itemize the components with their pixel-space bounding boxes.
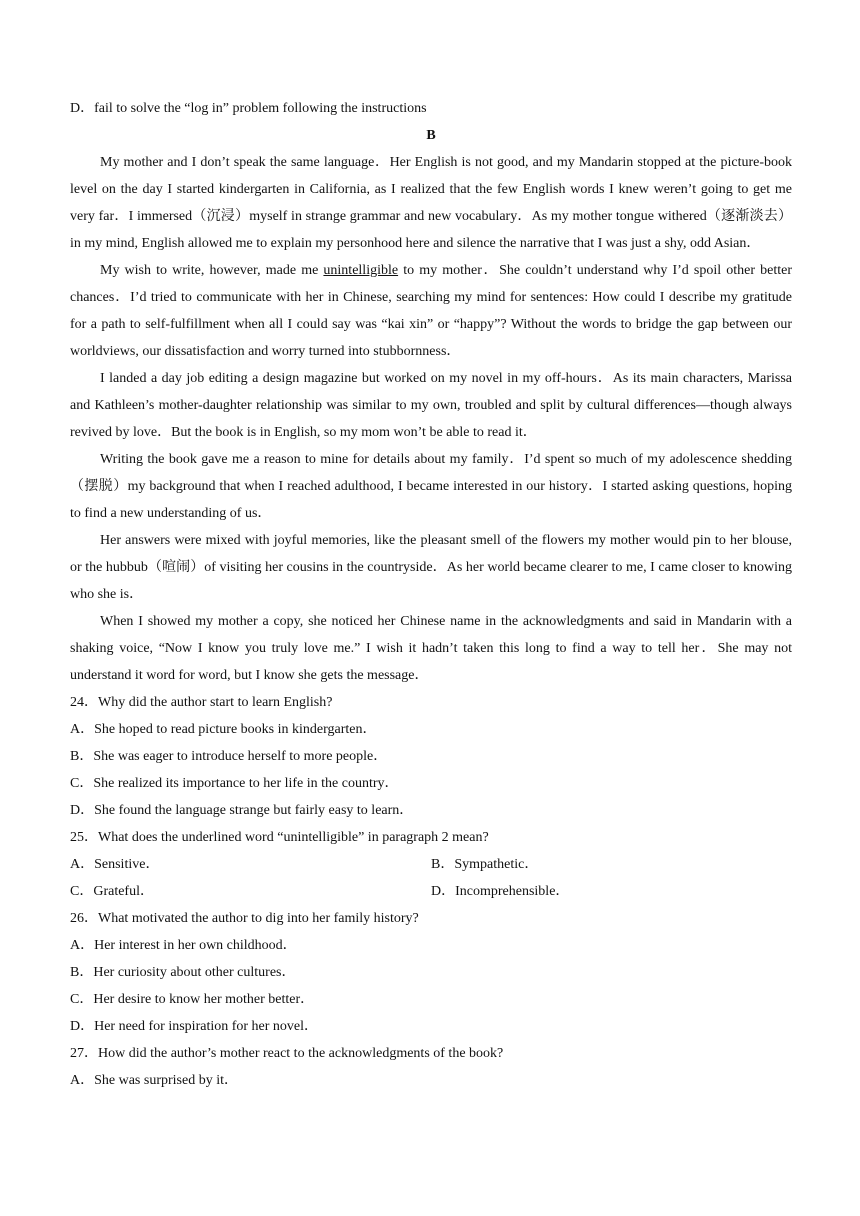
passage-paragraph-1: My mother and I don’t speak the same language．Her English is not good, and my Mandarin stopped at the picture-book level on the day I started kindergarten in California, as I realized that the few English words I knew weren’t going to get me very far．I immersed（沉浸）myself in strange grammar and new vocabulary．As my mother tongue withered（逐渐淡去）in my mind, English allowed me to explain my personhood here and silence the narrative that I was just a shy, odd Asian． [70, 155, 792, 251]
document-page [70, 95, 792, 1094]
option-a: A．Sensitive． [70, 857, 160, 872]
option-d: D．She found the language strange but fairly easy to learn． [70, 803, 414, 818]
passage-paragraph-6: When I showed my mother a copy, she noticed her Chinese name in the acknowledgments and said in Mandarin with a shaking voice, “Now I know you truly love me.” I wish it hadn’t taken this long to find a way to tell her．She may not understand it word for word, but I know she gets the message． [70, 614, 792, 683]
option-row [70, 878, 792, 905]
question-stem: 26．What motivated the author to dig into her family history? [70, 911, 419, 926]
option-d: D．Her need for inspiration for her novel． [70, 1019, 319, 1034]
question-stem: 27．How did the author’s mother react to the acknowledgments of the book? [70, 1046, 504, 1061]
passage-paragraph-4: Writing the book gave me a reason to mine for details about my family．I’d spent so much of my adolescence shedding（摆脱）my background that when I reached adulthood, I became interested in our history．I started asking questions, hoping to find a new understanding of us． [70, 452, 792, 521]
option-d: D．Incomprehensible． [431, 884, 570, 899]
option-b: B．Her curiosity about other cultures． [70, 965, 296, 980]
option-row [70, 851, 792, 878]
underlined-word: unintelligible [323, 263, 399, 278]
previous-question-option-d: D．fail to solve the “log in” problem following the instructions [70, 101, 427, 116]
option-c: C．Grateful． [70, 884, 154, 899]
option-b: B．She was eager to introduce herself to more people． [70, 749, 388, 764]
question-26 [70, 905, 792, 1040]
question-24 [70, 689, 792, 824]
passage-paragraph-5: Her answers were mixed with joyful memories, like the pleasant smell of the flowers my mother would pin to her blouse, or the hubbub（喧闹）of visiting her cousins in the countryside．As her world became clearer to me, I came closer to knowing who she is． [70, 533, 792, 602]
passage-paragraph-2 [70, 257, 792, 365]
option-a: A．Her interest in her own childhood． [70, 938, 297, 953]
option-a: A．She hoped to read picture books in kindergarten． [70, 722, 377, 737]
option-c: C．She realized its importance to her life in the country． [70, 776, 399, 791]
option-a: A．She was surprised by it． [70, 1073, 238, 1088]
question-stem: 24．Why did the author start to learn English? [70, 695, 333, 710]
passage-paragraph-2-start: My wish to write, however, made me [100, 263, 324, 278]
option-b: B．Sympathetic． [431, 857, 539, 872]
option-c: C．Her desire to know her mother better． [70, 992, 315, 1007]
question-27 [70, 1040, 792, 1094]
section-title: B [426, 128, 436, 143]
passage-paragraph-2-end: to my mother．She couldn’t understand why I’d spoil other better chances．I’d tried to communicate with her in Chinese, searching my mind for sentences: How could I describe my gratitude for a path to self-fulfillment when all I could say was “kai xin” or “happy”? Without the words to bridge the gap between our worldviews, our dissatisfaction and worry turned into stubbornness． [70, 263, 793, 359]
question-stem: 25．What does the underlined word “unintelligible” in paragraph 2 mean? [70, 830, 489, 845]
passage-paragraph-3: I landed a day job editing a design magazine but worked on my novel in my off-hours．As its main characters, Marissa and Kathleen’s mother-daughter relationship was similar to my own, troubled and split by cultural differences—though always revived by love．But the book is in English, so my mom won’t be able to read it． [70, 371, 792, 440]
question-25 [70, 824, 792, 905]
